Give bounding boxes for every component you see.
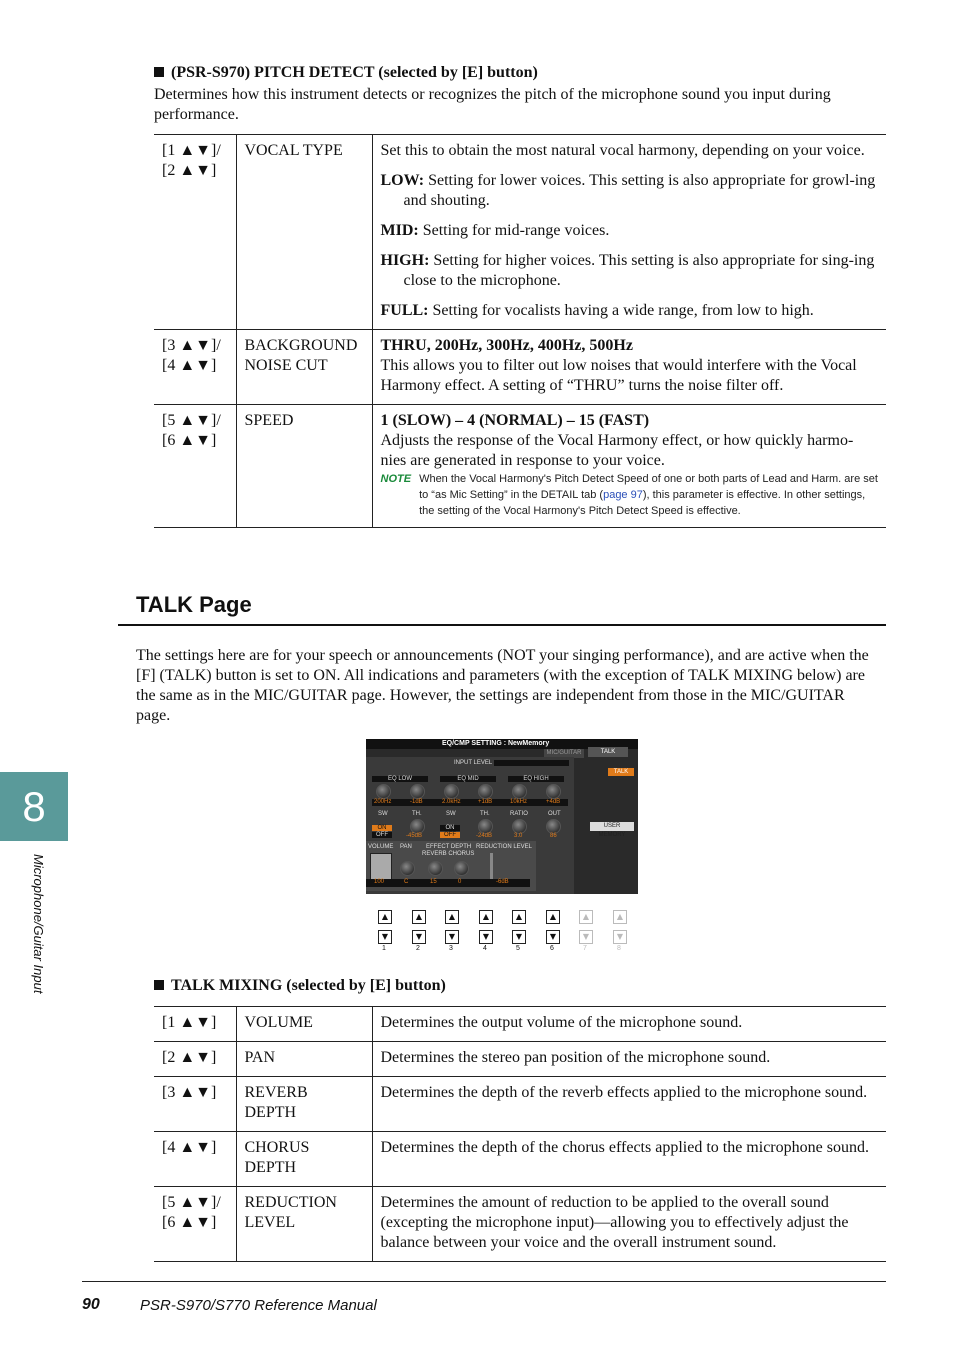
table-row: [4 ▲▼] CHORUS DEPTH Determines the depth of the chorus effects applied to the microphone sound.: [154, 1132, 886, 1187]
up-button-2[interactable]: ▲: [412, 910, 426, 924]
up-button-6[interactable]: ▲: [546, 910, 560, 924]
param-cell: BACKGROUND NOISE CUT: [236, 330, 372, 405]
square-bullet-icon: [154, 980, 164, 990]
pitch-detect-intro: Determines how this instrument detects or recognizes the pitch of the microphone sound you input during performance.: [154, 86, 831, 123]
knob-icon[interactable]: [428, 861, 443, 876]
talk-page-intro: The settings here are for your speech or announcements (NOT your singing performance), and are active when the [F] (TALK) button is set to ON. All indications and parameters (with the exception of TALK MIXING below) are the same as in the MIC/GUITAR page. However, the settings are independent from those in the MIC/GUITAR page.: [136, 647, 869, 724]
knob-icon[interactable]: [454, 861, 469, 876]
table-row: [154, 330, 886, 405]
pitch-detect-table: [154, 134, 886, 528]
eq-low-label: EQ LOW: [372, 776, 428, 782]
table-row: [5 ▲▼]/ [6 ▲▼] REDUCTION LEVEL Determines the amount of reduction to be applied to the overall sound (excepting the microphone input)—allowing you to effectively adjust the balance between your voice and the overall instrument sound.: [154, 1187, 886, 1262]
down-button-7[interactable]: ▼: [579, 930, 593, 944]
knob-icon[interactable]: [478, 784, 493, 799]
page-number: 90: [82, 1296, 100, 1313]
eq-high-label: EQ HIGH: [508, 776, 564, 782]
button-cell: [3 ▲▼]/ [4 ▲▼]: [154, 330, 236, 405]
button-cell: [5 ▲▼]/ [6 ▲▼]: [154, 405, 236, 528]
talk-mixing-table: [154, 1006, 886, 1262]
knob-icon[interactable]: [410, 784, 425, 799]
knob-icon[interactable]: [376, 784, 391, 799]
table-row: [154, 135, 886, 330]
up-button-1[interactable]: ▲: [378, 910, 392, 924]
knob-icon[interactable]: [512, 819, 527, 834]
chapter-tab: 8: [0, 772, 68, 841]
down-button-3[interactable]: ▼: [445, 930, 459, 944]
down-button-5[interactable]: ▼: [512, 930, 526, 944]
input-level-label: INPUT LEVEL: [454, 760, 493, 766]
lcd-screen: EQ/CMP SETTING : NewMemory MIC/GUITAR TALK INPUT LEVEL TALK USER MEMORY EQ LOW EQ MID EQ HIGH 200Hz -1dB 2.0kHz +1dB 10kHz +4dB SW TH. SW TH. RATIO OUT ON ON OFF OFF -45dB -24dB 3.0 86 VOLUME PAN EFFECT DEPTH REDUCTION LEVEL REVERB CHORUS 100 C 15 0 -6dB: [366, 739, 638, 894]
cmp-sw1-off[interactable]: OFF: [372, 832, 392, 838]
table-row: [2 ▲▼] PAN Determines the stereo pan position of the microphone sound.: [154, 1042, 886, 1077]
screen-title: EQ/CMP SETTING : NewMemory: [442, 740, 550, 747]
down-button-8[interactable]: ▼: [613, 930, 627, 944]
talk-mixing-heading: TALK MIXING (selected by [E] button): [154, 977, 446, 995]
up-button-5[interactable]: ▲: [512, 910, 526, 924]
panel-buttons: ▲ ▼ 1 ▲ ▼ 2 ▲ ▼ 3 ▲ ▼ 4 ▲ ▼ 5 ▲ ▼ 6 ▲ ▼ 7 ▲ ▼ 8: [370, 904, 640, 959]
chapter-side-label: Microphone/Guitar Input: [31, 854, 46, 994]
up-button-7[interactable]: ▲: [579, 910, 593, 924]
knob-icon[interactable]: [546, 784, 561, 799]
knob-icon[interactable]: [444, 784, 459, 799]
knob-icon[interactable]: [512, 784, 527, 799]
note-box: NOTE When the Vocal Harmony's Pitch Detect Speed of one or both parts of Lead and Harm. are set to “as Mic Setting” in the DETAIL tab (page 97), this parameter is effective. In other settings, the setting of the Vocal Harmony's Pitch Detect Speed is effective.: [380, 473, 878, 517]
knob-icon[interactable]: [410, 819, 425, 834]
knob-icon[interactable]: [478, 819, 493, 834]
mix-values-row: 100 C 15 0 -6dB: [366, 879, 530, 887]
cmp-sw2-on[interactable]: ON: [440, 825, 460, 831]
button-cell: [1 ▲▼]/ [2 ▲▼]: [154, 135, 236, 330]
param-cell: VOCAL TYPE: [236, 135, 372, 330]
table-row: [3 ▲▼] REVERB DEPTH Determines the depth of the reverb effects applied to the microphone sound.: [154, 1077, 886, 1132]
desc-cell: Set this to obtain the most natural vocal harmony, depending on your voice. LOW: Setting for lower voices. This setting is also appropriate for growl-ing and shouting. MID: Setting for mid-range voices. HIGH: Setting for higher voices. This setting is also appropriate for sing-ing close to the microphone. FULL: Setting for vocalists having a wide range, from low to high.: [372, 135, 886, 330]
tab-talk[interactable]: TALK: [588, 747, 628, 757]
table-row: [1 ▲▼] VOLUME Determines the output volume of the microphone sound.: [154, 1007, 886, 1042]
knob-icon[interactable]: [400, 861, 415, 876]
cmp-sw2-off[interactable]: OFF: [440, 832, 460, 838]
eq-values-row: 200Hz -1dB 2.0kHz +1dB 10kHz +4dB: [372, 799, 568, 806]
up-button-3[interactable]: ▲: [445, 910, 459, 924]
param-cell: SPEED: [236, 405, 372, 528]
title-rule: [118, 624, 886, 626]
page-link[interactable]: page 97: [603, 489, 643, 501]
square-bullet-icon: [154, 67, 164, 77]
eq-mid-label: EQ MID: [440, 776, 496, 782]
footer-rule: [82, 1281, 886, 1282]
talk-button[interactable]: TALK: [608, 768, 634, 776]
up-button-8[interactable]: ▲: [613, 910, 627, 924]
user-memory-button[interactable]: USER MEMORY: [590, 822, 634, 831]
desc-cell: THRU, 200Hz, 300Hz, 400Hz, 500Hz This allows you to filter out low noises that would interfere with the Vocal Harmony effect. A setting of “THRU” turns the noise filter off.: [372, 330, 886, 405]
down-button-4[interactable]: ▼: [479, 930, 493, 944]
table-row: [154, 405, 886, 528]
down-button-2[interactable]: ▼: [412, 930, 426, 944]
down-button-1[interactable]: ▼: [378, 930, 392, 944]
desc-cell: 1 (SLOW) – 4 (NORMAL) – 15 (FAST) Adjusts the response of the Vocal Harmony effect, or how quickly harmo-nies are generated in response to your voice. NOTE When the Vocal Harmony's Pitch Detect Speed of one or both parts of Lead and Harm. are set to “as Mic Setting” in the DETAIL tab (page 97), this parameter is effective. In other settings, the setting of the Vocal Harmony's Pitch Detect Speed is effective.: [372, 405, 886, 528]
down-button-6[interactable]: ▼: [546, 930, 560, 944]
reduction-slider[interactable]: [490, 853, 493, 881]
talk-page-title: TALK Page: [136, 592, 252, 617]
up-button-4[interactable]: ▲: [479, 910, 493, 924]
input-level-meter: [494, 760, 569, 766]
pitch-detect-heading: (PSR-S970) PITCH DETECT (selected by [E] button): [154, 64, 538, 82]
knob-icon[interactable]: [546, 819, 561, 834]
note-label: NOTE: [380, 473, 412, 485]
cmp-sw1-on[interactable]: ON: [372, 825, 392, 831]
tab-mic-guitar[interactable]: MIC/GUITAR: [544, 749, 584, 758]
manual-title: PSR-S970/S770 Reference Manual: [140, 1297, 377, 1314]
